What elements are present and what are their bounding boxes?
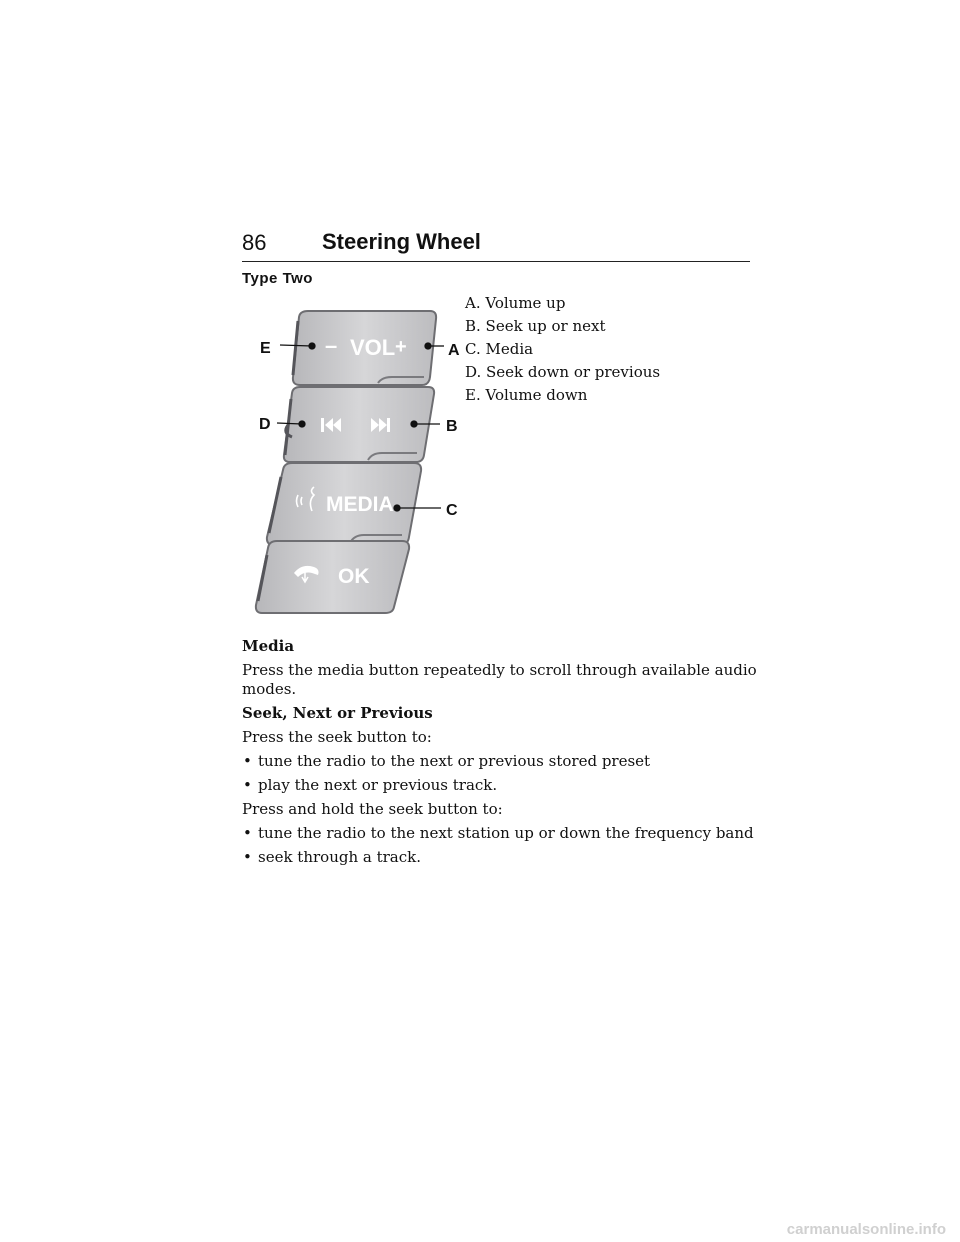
watermark: carmanualsonline.info [786,1221,946,1238]
legend-item-d: D. Seek down or previous [465,363,661,381]
callout-d: D [259,416,271,433]
seek-hold-intro: Press and hold the seek button to: [242,800,503,818]
page-header [242,228,750,262]
legend-item-b: B. Seek up or next [465,317,606,335]
media-heading: Media [242,637,295,655]
vol-label: VOL [350,335,396,360]
body-text [242,637,762,872]
bullet-glyph: • [243,776,252,794]
seek-press-list [242,752,762,795]
seek-hold-list [242,824,762,867]
seek-heading: Seek, Next or Previous [242,704,433,722]
bullet-glyph: • [243,848,252,866]
ok-button [256,541,409,613]
callout-a: A [448,342,460,359]
callout-c: C [446,502,458,519]
list-item [242,824,762,843]
ok-label: OK [338,565,370,588]
figure-legend [465,292,660,407]
bullet-glyph: • [243,752,252,770]
list-item-text: play the next or previous track. [258,776,498,794]
media-paragraph: Press the media button repeatedly to scroll through available audio modes. [242,661,757,698]
steering-wheel-controls-figure [252,305,472,615]
list-item-text: seek through a track. [258,848,422,866]
list-item [242,752,762,771]
bullet-glyph: • [243,824,252,842]
vol-minus-label: – [325,333,338,358]
media-button [267,463,421,545]
list-item-text: tune the radio to the next or previous stored preset [258,752,651,770]
list-item [242,848,762,867]
section-title: Type Two [242,270,313,287]
chapter-title: Steering Wheel [322,229,481,254]
legend-item-a: A. Volume up [465,294,566,312]
seek-press-intro: Press the seek button to: [242,728,432,746]
legend-item-e: E. Volume down [465,386,588,404]
callout-e: E [260,340,271,357]
media-label: MEDIA [326,493,394,516]
legend-item-c: C. Media [465,340,534,358]
callout-b: B [446,418,458,435]
list-item-text: tune the radio to the next station up or down the frequency band [258,824,754,842]
vol-plus-label: + [395,336,407,358]
page-number: 86 [242,230,267,255]
list-item [242,776,762,795]
